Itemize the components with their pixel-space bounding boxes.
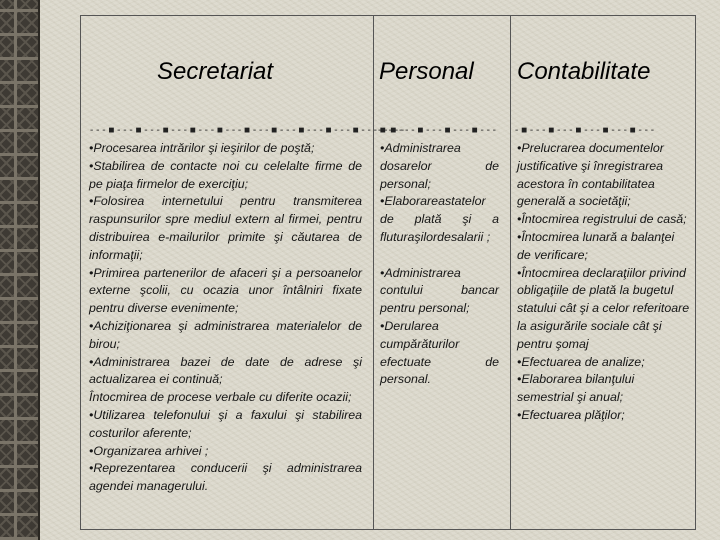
contabilitate-item: •Elaborarea bilanţului semestrial şi anual; [517, 372, 635, 405]
contabilitate-column [517, 140, 690, 425]
dotted-separator: - - ■ - - - ■ - - - ■ - - - ■ - - - [378, 125, 497, 136]
secretariat-item: •Folosirea internetului pentru transmiterea raspunsurilor spre mediul extern al firmei, pentru distribuirea e-mailurilor primite şi căutarea de informaţii; [89, 194, 362, 262]
secretariat-item: •Administrarea bazei de date de adrese şi actualizarea ei continuă; [89, 354, 362, 387]
column-divider [373, 16, 374, 529]
contabilitate-item: •Efectuarea plăţilor; [517, 407, 625, 422]
secretariat-item: •Achiziţionarea şi administrarea materialelor de birou; [89, 318, 362, 351]
contabilitate-item: •Întocmirea registrului de casă; [517, 212, 687, 227]
header-secretariat: Secretariat [157, 58, 274, 85]
personal-item: •Elaborareastatelor de plată şi a fluturaşilordesalarii ; [380, 194, 499, 244]
secretariat-item: •Organizarea arhivei ; [89, 443, 209, 458]
secretariat-item: •Utilizarea telefonului şi a faxului şi stabilirea costurilor aferente; [89, 407, 362, 440]
contabilitate-item: •Întocmirea lunară a balanţei de verificare; [517, 229, 675, 262]
header-contabilitate: Contabilitate [517, 58, 651, 85]
secretariat-column [89, 140, 362, 496]
dotted-separator: - - - ■ - - - ■ - - - ■ - - - ■ - - - ■ - - - ■ - - - ■ - - - ■ - - - ■ - - - ■ - - - ■ - - - [90, 125, 405, 136]
header-personal: Personal [379, 58, 474, 85]
personal-column [380, 140, 499, 389]
spacer [380, 247, 499, 265]
secretariat-item: •Reprezentarea conducerii şi administrarea agendei managerului. [89, 461, 362, 494]
personal-item: •Derularea cumpărăturilor efectuate de personal. [380, 318, 499, 387]
secretariat-item: Întocmirea de procese verbale cu diferite ocazii; [89, 390, 352, 405]
dotted-separator: - ■ - - - ■ - - - ■ - - - ■ - - - ■ - - - [515, 125, 655, 136]
column-divider [510, 16, 511, 529]
personal-item: •Administrarea dosarelor de personal; [380, 141, 499, 191]
decorative-left-border [0, 0, 40, 540]
contabilitate-item: •Prelucrarea documentelor justificative şi înregistrarea acestora în contabilitatea generală a societăţii; [517, 141, 664, 209]
contabilitate-item: •Întocmirea declaraţiilor privind obligaţiile de plată la bugetul statului cât şi a celor referitoare la asigurările sociale cât şi pentru şomaj [517, 265, 690, 351]
secretariat-item: •Procesarea intrărilor şi ieşirilor de poştă; [89, 141, 315, 155]
secretariat-item: •Stabilirea de contacte noi cu celelalte firme de pe piaţa firmelor de exerciţiu; [89, 158, 362, 191]
contabilitate-item: •Efectuarea de analize; [517, 354, 645, 369]
personal-item: •Administrarea contului bancar pentru personal; [380, 265, 499, 316]
secretariat-item: •Primirea partenerilor de afaceri şi a persoanelor externe şcolii, cu ocazia unor întâlniri fixate pentru diverse evenimente; [89, 265, 362, 316]
